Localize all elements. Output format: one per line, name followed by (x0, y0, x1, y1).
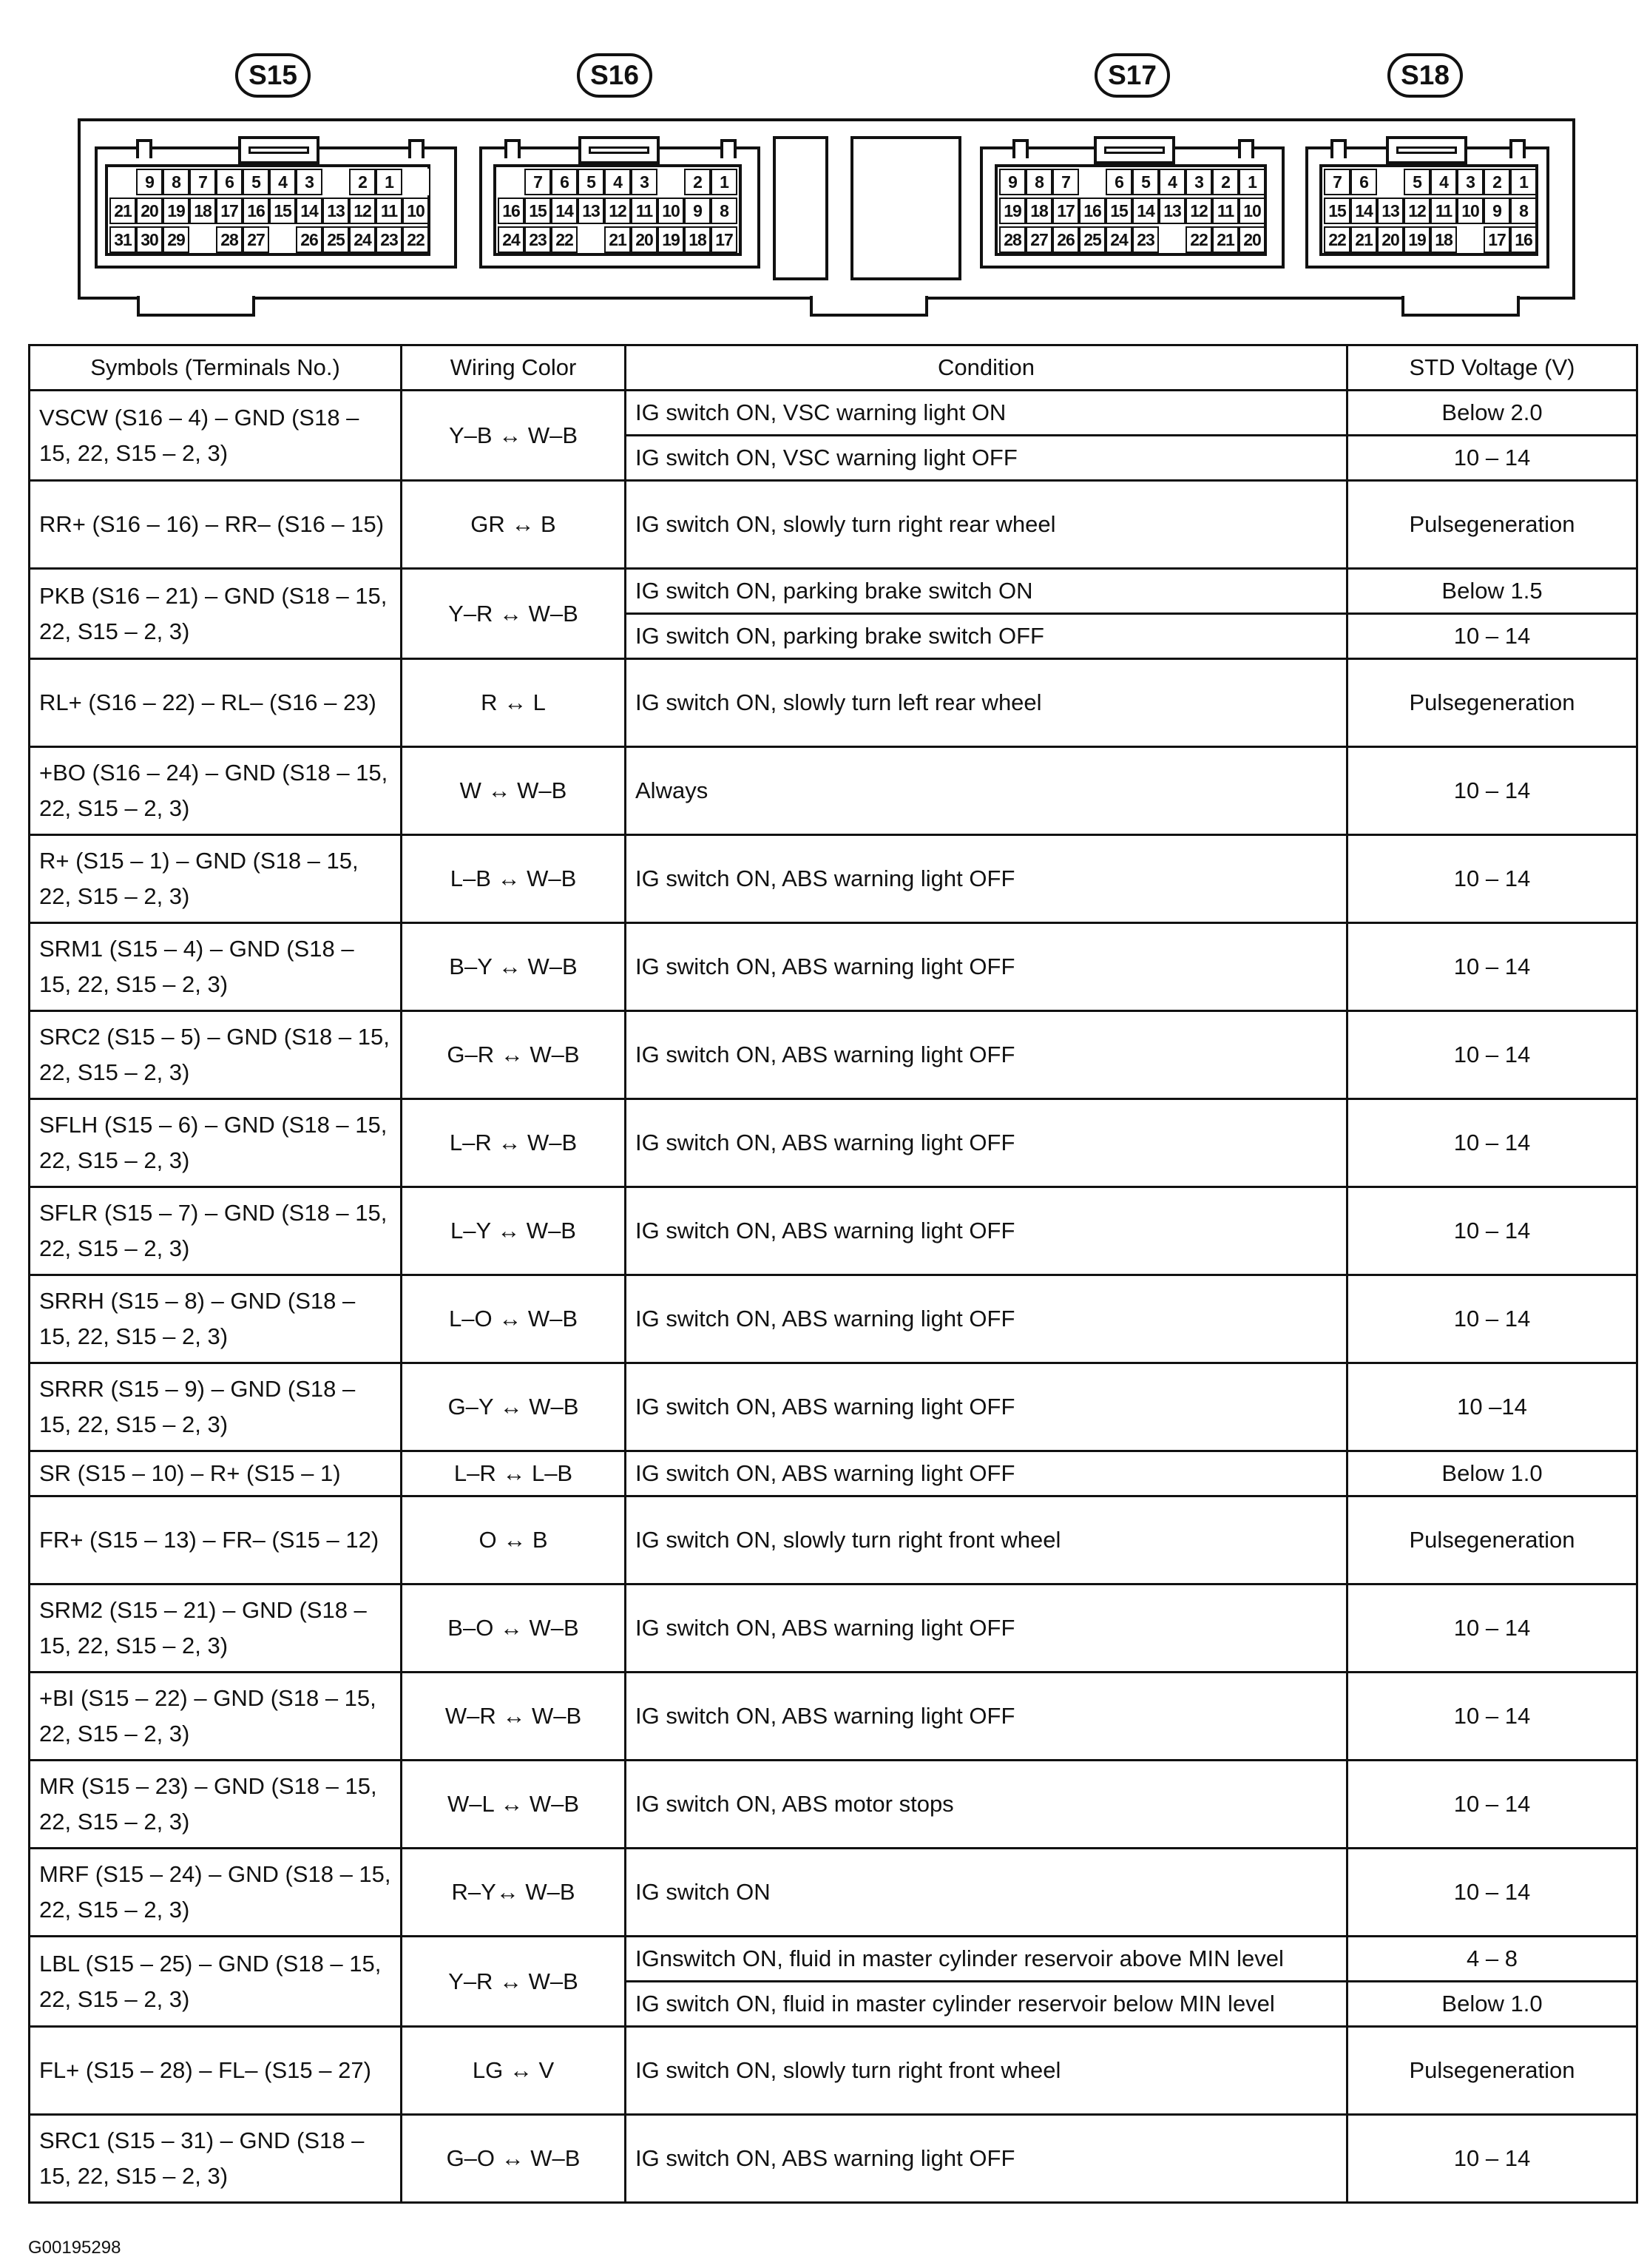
pin-row (999, 226, 1265, 253)
terminal-pin: 19 (1404, 226, 1430, 253)
cell-symbol: MR (S15 – 23) – GND (S18 – 15, 22, S15 – 2, 3) (30, 1761, 402, 1849)
cell-symbol: SFLH (S15 – 6) – GND (S18 – 15, 22, S15 – 2, 3) (30, 1099, 402, 1187)
terminal-pin: 7 (524, 169, 551, 195)
terminal-pin: 18 (1430, 226, 1457, 253)
ear (1238, 139, 1254, 158)
table-row (30, 1451, 1637, 1496)
cell-symbol: RR+ (S16 – 16) – RR– (S16 – 15) (30, 481, 402, 569)
terminal-pin: 21 (1350, 226, 1377, 253)
terminal-pin: 5 (1404, 169, 1430, 195)
terminal-pin: 22 (1324, 226, 1350, 253)
terminal-pin: 2 (349, 169, 376, 195)
cell-condition: IG switch ON, ABS warning light OFF (626, 1187, 1347, 1275)
table-row (30, 2115, 1637, 2203)
cell-symbol: +BI (S15 – 22) – GND (S18 – 15, 22, S15 – 2, 3) (30, 1673, 402, 1761)
terminal-pin: 11 (631, 198, 657, 224)
terminal-pin: 10 (657, 198, 684, 224)
blank-slot (850, 136, 961, 280)
latch (238, 136, 319, 164)
ear (408, 139, 425, 158)
ear (1012, 139, 1029, 158)
cell-std-voltage: 10 – 14 (1347, 835, 1637, 923)
cell-std-voltage: 10 – 14 (1347, 1187, 1637, 1275)
terminal-pin: 16 (1510, 226, 1537, 253)
terminal-pin: 3 (631, 169, 657, 195)
cell-std-voltage: 10 – 14 (1347, 1275, 1637, 1363)
pin-gap (657, 169, 684, 195)
terminal-pin: 8 (711, 198, 737, 224)
cell-std-voltage: Pulsegeneration (1347, 659, 1637, 747)
cell-condition: IG switch ON, VSC warning light OFF (626, 436, 1347, 481)
terminal-pin: 17 (1484, 226, 1510, 253)
terminal-voltage-table (28, 344, 1638, 2204)
table-row (30, 835, 1637, 923)
cell-condition: IG switch ON, parking brake switch OFF (626, 614, 1347, 659)
cell-wiring-color: LG ↔ V (402, 2027, 626, 2115)
housing-bottom-tab (137, 296, 255, 317)
terminal-pin: 9 (136, 169, 163, 195)
terminal-pin: 6 (1106, 169, 1132, 195)
terminal-pin: 25 (1079, 226, 1106, 253)
terminal-pin: 13 (1377, 198, 1404, 224)
cell-symbol: FR+ (S15 – 13) – FR– (S15 – 12) (30, 1496, 402, 1584)
table-row (30, 747, 1637, 835)
terminal-pin: 3 (1457, 169, 1484, 195)
terminal-pin: 4 (1430, 169, 1457, 195)
cell-symbol: SR (S15 – 10) – R+ (S15 – 1) (30, 1451, 402, 1496)
cell-std-voltage: Below 2.0 (1347, 391, 1637, 436)
terminal-pin: 12 (1404, 198, 1430, 224)
header-condition: Condition (626, 345, 1347, 391)
cell-condition: IG switch ON, slowly turn right front wheel (626, 2027, 1347, 2115)
terminal-pin: 21 (1212, 226, 1239, 253)
pin-row (109, 198, 429, 224)
housing-bottom-tab (810, 296, 928, 317)
pin-row (498, 226, 737, 253)
table-row (30, 923, 1637, 1011)
cell-wiring-color: R ↔ L (402, 659, 626, 747)
cell-condition: IG switch ON, ABS warning light OFF (626, 1673, 1347, 1761)
cell-condition: IG switch ON, parking brake switch ON (626, 569, 1347, 614)
cell-symbol: FL+ (S15 – 28) – FL– (S15 – 27) (30, 2027, 402, 2115)
cell-std-voltage: Below 1.0 (1347, 1982, 1637, 2027)
terminal-pin: 3 (296, 169, 322, 195)
terminal-pin: 16 (243, 198, 269, 224)
terminal-pin: 14 (296, 198, 322, 224)
ear (1330, 139, 1347, 158)
header-symbols: Symbols (Terminals No.) (30, 345, 402, 391)
cell-std-voltage: 10 – 14 (1347, 923, 1637, 1011)
cell-wiring-color: L–O ↔ W–B (402, 1275, 626, 1363)
terminal-pin: 23 (376, 226, 402, 253)
table-row (30, 391, 1637, 436)
terminal-pin: 17 (711, 226, 737, 253)
terminal-pin: 8 (163, 169, 189, 195)
plug-s16 (479, 146, 760, 269)
terminal-pin: 13 (322, 198, 349, 224)
terminal-pin: 2 (684, 169, 711, 195)
terminal-pin: 11 (1430, 198, 1457, 224)
terminal-pin: 16 (1079, 198, 1106, 224)
cell-wiring-color: G–O ↔ W–B (402, 2115, 626, 2203)
terminal-pin: 16 (498, 198, 524, 224)
terminal-pin: 21 (604, 226, 631, 253)
cell-wiring-color: L–Y ↔ W–B (402, 1187, 626, 1275)
terminal-pin: 22 (551, 226, 578, 253)
cell-symbol: VSCW (S16 – 4) – GND (S18 – 15, 22, S15 – 2, 3) (30, 391, 402, 481)
cell-std-voltage: Below 1.5 (1347, 569, 1637, 614)
pin-gap (1377, 169, 1404, 195)
terminal-pin: 5 (578, 169, 604, 195)
table-row (30, 1673, 1637, 1761)
pin-gap (189, 226, 216, 253)
terminal-pin: 19 (657, 226, 684, 253)
cell-condition: Always (626, 747, 1347, 835)
terminal-pin: 4 (604, 169, 631, 195)
table-row (30, 1496, 1637, 1584)
pin-row (498, 169, 737, 195)
terminal-pin: 15 (1106, 198, 1132, 224)
ear (1509, 139, 1526, 158)
table-row (30, 659, 1637, 747)
plug-s18 (1305, 146, 1549, 269)
terminal-pin: 7 (189, 169, 216, 195)
pins-s16 (493, 164, 742, 256)
cell-symbol: SRRR (S15 – 9) – GND (S18 – 15, 22, S15 – 2, 3) (30, 1363, 402, 1451)
terminal-pin: 1 (711, 169, 737, 195)
connector-label-s17: S17 (1095, 53, 1170, 98)
pin-gap (269, 226, 296, 253)
cell-std-voltage: 4 – 8 (1347, 1937, 1637, 1982)
cell-std-voltage: 10 – 14 (1347, 1761, 1637, 1849)
ear (504, 139, 521, 158)
cell-wiring-color: L–R ↔ L–B (402, 1451, 626, 1496)
terminal-pin: 17 (216, 198, 243, 224)
terminal-pin: 10 (402, 198, 429, 224)
pin-row (999, 198, 1265, 224)
pin-gap (109, 169, 136, 195)
connector-label-s18: S18 (1387, 53, 1463, 98)
pin-gap (402, 169, 429, 195)
terminal-pin: 18 (684, 226, 711, 253)
cell-symbol: SRRH (S15 – 8) – GND (S18 – 15, 22, S15 – 2, 3) (30, 1275, 402, 1363)
terminal-pin: 13 (578, 198, 604, 224)
ear (136, 139, 152, 158)
cell-symbol: LBL (S15 – 25) – GND (S18 – 15, 22, S15 – 2, 3) (30, 1937, 402, 2027)
pin-row (109, 169, 429, 195)
cell-condition: IG switch ON, ABS motor stops (626, 1761, 1347, 1849)
cell-symbol: RL+ (S16 – 22) – RL– (S16 – 23) (30, 659, 402, 747)
cell-condition: IG switch ON, VSC warning light ON (626, 391, 1347, 436)
terminal-pin: 26 (296, 226, 322, 253)
terminal-pin: 10 (1457, 198, 1484, 224)
table-row (30, 1937, 1637, 1982)
terminal-pin: 29 (163, 226, 189, 253)
cell-symbol: SRC2 (S15 – 5) – GND (S18 – 15, 22, S15 – 2, 3) (30, 1011, 402, 1099)
cell-wiring-color: B–Y ↔ W–B (402, 923, 626, 1011)
terminal-pin: 11 (376, 198, 402, 224)
cell-std-voltage: Below 1.0 (1347, 1451, 1637, 1496)
table-row (30, 1275, 1637, 1363)
cell-condition: IG switch ON, ABS warning light OFF (626, 1451, 1347, 1496)
terminal-pin: 14 (551, 198, 578, 224)
terminal-pin: 9 (684, 198, 711, 224)
pin-row (498, 198, 737, 224)
connector-diagram (0, 0, 1647, 333)
cell-symbol: SRC1 (S15 – 31) – GND (S18 – 15, 22, S15 – 2, 3) (30, 2115, 402, 2203)
cell-wiring-color: W–L ↔ W–B (402, 1761, 626, 1849)
cell-std-voltage: 10 – 14 (1347, 747, 1637, 835)
terminal-pin: 24 (498, 226, 524, 253)
terminal-pin: 8 (1510, 198, 1537, 224)
terminal-pin: 5 (1132, 169, 1159, 195)
pin-row (1324, 198, 1537, 224)
terminal-pin: 22 (1186, 226, 1212, 253)
table-row (30, 2027, 1637, 2115)
cell-symbol: SRM1 (S15 – 4) – GND (S18 – 15, 22, S15 – 2, 3) (30, 923, 402, 1011)
connector-label-s16: S16 (577, 53, 652, 98)
cell-condition: IG switch ON, ABS warning light OFF (626, 2115, 1347, 2203)
terminal-pin: 6 (216, 169, 243, 195)
pin-gap (498, 169, 524, 195)
cell-symbol: SFLR (S15 – 7) – GND (S18 – 15, 22, S15 – 2, 3) (30, 1187, 402, 1275)
terminal-pin: 15 (524, 198, 551, 224)
figure-code: G00195298 (28, 2238, 121, 2258)
terminal-pin: 11 (1212, 198, 1239, 224)
table-row (30, 1011, 1637, 1099)
cell-wiring-color: Y–B ↔ W–B (402, 391, 626, 481)
cell-std-voltage: 10 – 14 (1347, 1849, 1637, 1937)
terminal-pin: 3 (1186, 169, 1212, 195)
cell-wiring-color: O ↔ B (402, 1496, 626, 1584)
header-std-voltage: STD Voltage (V) (1347, 345, 1637, 391)
terminal-pin: 14 (1350, 198, 1377, 224)
housing-bottom-tab (1401, 296, 1520, 317)
pin-gap (578, 226, 604, 253)
cell-std-voltage: 10 – 14 (1347, 614, 1637, 659)
terminal-pin: 17 (1052, 198, 1079, 224)
terminal-pin: 28 (999, 226, 1026, 253)
terminal-pin: 18 (189, 198, 216, 224)
ear (720, 139, 737, 158)
terminal-pin: 6 (1350, 169, 1377, 195)
terminal-pin: 13 (1159, 198, 1186, 224)
terminal-pin: 27 (243, 226, 269, 253)
pin-gap (1079, 169, 1106, 195)
cell-symbol: MRF (S15 – 24) – GND (S18 – 15, 22, S15 – 2, 3) (30, 1849, 402, 1937)
terminal-pin: 28 (216, 226, 243, 253)
cell-symbol: SRM2 (S15 – 21) – GND (S18 – 15, 22, S15 – 2, 3) (30, 1584, 402, 1673)
terminal-pin: 1 (1239, 169, 1265, 195)
cell-std-voltage: 10 – 14 (1347, 2115, 1637, 2203)
terminal-pin: 15 (269, 198, 296, 224)
terminal-pin: 20 (1377, 226, 1404, 253)
terminal-pin: 15 (1324, 198, 1350, 224)
cell-condition: IG switch ON, ABS warning light OFF (626, 835, 1347, 923)
cell-std-voltage: 10 – 14 (1347, 1584, 1637, 1673)
terminal-pin: 26 (1052, 226, 1079, 253)
cell-symbol: R+ (S15 – 1) – GND (S18 – 15, 22, S15 – 2, 3) (30, 835, 402, 923)
pins-s18 (1319, 164, 1538, 256)
cell-condition: IG switch ON, ABS warning light OFF (626, 1584, 1347, 1673)
cell-std-voltage: Pulsegeneration (1347, 481, 1637, 569)
pin-gap (322, 169, 349, 195)
cell-wiring-color: G–R ↔ W–B (402, 1011, 626, 1099)
table-row (30, 1584, 1637, 1673)
pins-s17 (995, 164, 1267, 256)
terminal-pin: 24 (1106, 226, 1132, 253)
terminal-pin: 27 (1026, 226, 1052, 253)
cell-condition: IG switch ON, ABS warning light OFF (626, 1275, 1347, 1363)
terminal-pin: 9 (1484, 198, 1510, 224)
cell-std-voltage: 10 – 14 (1347, 1673, 1637, 1761)
terminal-pin: 4 (1159, 169, 1186, 195)
blank-slot (773, 136, 828, 280)
terminal-pin: 20 (631, 226, 657, 253)
terminal-pin: 25 (322, 226, 349, 253)
table-row (30, 1099, 1637, 1187)
pin-row (999, 169, 1265, 195)
cell-std-voltage: 10 –14 (1347, 1363, 1637, 1451)
table-row (30, 481, 1637, 569)
terminal-pin: 18 (1026, 198, 1052, 224)
cell-std-voltage: Pulsegeneration (1347, 2027, 1637, 2115)
terminal-pin: 19 (999, 198, 1026, 224)
latch (1094, 136, 1175, 164)
connector-label-s15: S15 (235, 53, 311, 98)
pin-row (1324, 226, 1537, 253)
terminal-pin: 1 (1510, 169, 1537, 195)
terminal-pin: 23 (524, 226, 551, 253)
terminal-pin: 14 (1132, 198, 1159, 224)
cell-wiring-color: Y–R ↔ W–B (402, 1937, 626, 2027)
cell-wiring-color: G–Y ↔ W–B (402, 1363, 626, 1451)
cell-wiring-color: W ↔ W–B (402, 747, 626, 835)
table-header-row (30, 345, 1637, 391)
cell-wiring-color: L–R ↔ W–B (402, 1099, 626, 1187)
table-row (30, 569, 1637, 614)
cell-condition: IG switch ON, fluid in master cylinder reservoir below MIN level (626, 1982, 1347, 2027)
cell-wiring-color: W–R ↔ W–B (402, 1673, 626, 1761)
terminal-pin: 21 (109, 198, 136, 224)
cell-std-voltage: 10 – 14 (1347, 1099, 1637, 1187)
terminal-pin: 7 (1324, 169, 1350, 195)
table-row (30, 1849, 1637, 1937)
cell-condition: IG switch ON, slowly turn right front wheel (626, 1496, 1347, 1584)
terminal-pin: 12 (349, 198, 376, 224)
cell-condition: IG switch ON, ABS warning light OFF (626, 1011, 1347, 1099)
terminal-pin: 19 (163, 198, 189, 224)
terminal-pin: 5 (243, 169, 269, 195)
terminal-pin: 8 (1026, 169, 1052, 195)
terminal-pin: 31 (109, 226, 136, 253)
cell-wiring-color: Y–R ↔ W–B (402, 569, 626, 659)
table-row (30, 1761, 1637, 1849)
table-row (30, 1363, 1637, 1451)
terminal-pin: 12 (1186, 198, 1212, 224)
terminal-pin: 10 (1239, 198, 1265, 224)
cell-std-voltage: 10 – 14 (1347, 1011, 1637, 1099)
terminal-pin: 4 (269, 169, 296, 195)
cell-wiring-color: L–B ↔ W–B (402, 835, 626, 923)
terminal-pin: 1 (376, 169, 402, 195)
pins-s15 (105, 164, 430, 256)
pin-row (109, 226, 429, 253)
latch (1386, 136, 1467, 164)
terminal-pin: 30 (136, 226, 163, 253)
cell-condition: IG switch ON, ABS warning light OFF (626, 923, 1347, 1011)
cell-std-voltage: Pulsegeneration (1347, 1496, 1637, 1584)
plug-s15 (95, 146, 457, 269)
terminal-pin: 22 (402, 226, 429, 253)
table-body (30, 391, 1637, 2203)
terminal-pin: 6 (551, 169, 578, 195)
cell-condition: IG switch ON, slowly turn left rear wheel (626, 659, 1347, 747)
terminal-pin: 9 (999, 169, 1026, 195)
cell-condition: IG switch ON, ABS warning light OFF (626, 1099, 1347, 1187)
terminal-pin: 20 (136, 198, 163, 224)
cell-condition: IG switch ON, ABS warning light OFF (626, 1363, 1347, 1451)
latch (578, 136, 660, 164)
cell-condition: IG switch ON (626, 1849, 1347, 1937)
cell-wiring-color: B–O ↔ W–B (402, 1584, 626, 1673)
cell-condition: IG switch ON, slowly turn right rear wheel (626, 481, 1347, 569)
table-row (30, 1187, 1637, 1275)
cell-wiring-color: GR ↔ B (402, 481, 626, 569)
pin-row (1324, 169, 1537, 195)
terminal-pin: 2 (1212, 169, 1239, 195)
header-wiring-color: Wiring Color (402, 345, 626, 391)
terminal-pin: 20 (1239, 226, 1265, 253)
cell-std-voltage: 10 – 14 (1347, 436, 1637, 481)
plug-s17 (980, 146, 1285, 269)
terminal-pin: 23 (1132, 226, 1159, 253)
cell-wiring-color: R–Y↔ W–B (402, 1849, 626, 1937)
cell-condition: IGnswitch ON, fluid in master cylinder reservoir above MIN level (626, 1937, 1347, 1982)
cell-symbol: PKB (S16 – 21) – GND (S18 – 15, 22, S15 – 2, 3) (30, 569, 402, 659)
terminal-pin: 12 (604, 198, 631, 224)
pin-gap (1159, 226, 1186, 253)
terminal-pin: 2 (1484, 169, 1510, 195)
terminal-pin: 24 (349, 226, 376, 253)
pin-gap (1457, 226, 1484, 253)
terminal-pin: 7 (1052, 169, 1079, 195)
cell-symbol: +BO (S16 – 24) – GND (S18 – 15, 22, S15 – 2, 3) (30, 747, 402, 835)
